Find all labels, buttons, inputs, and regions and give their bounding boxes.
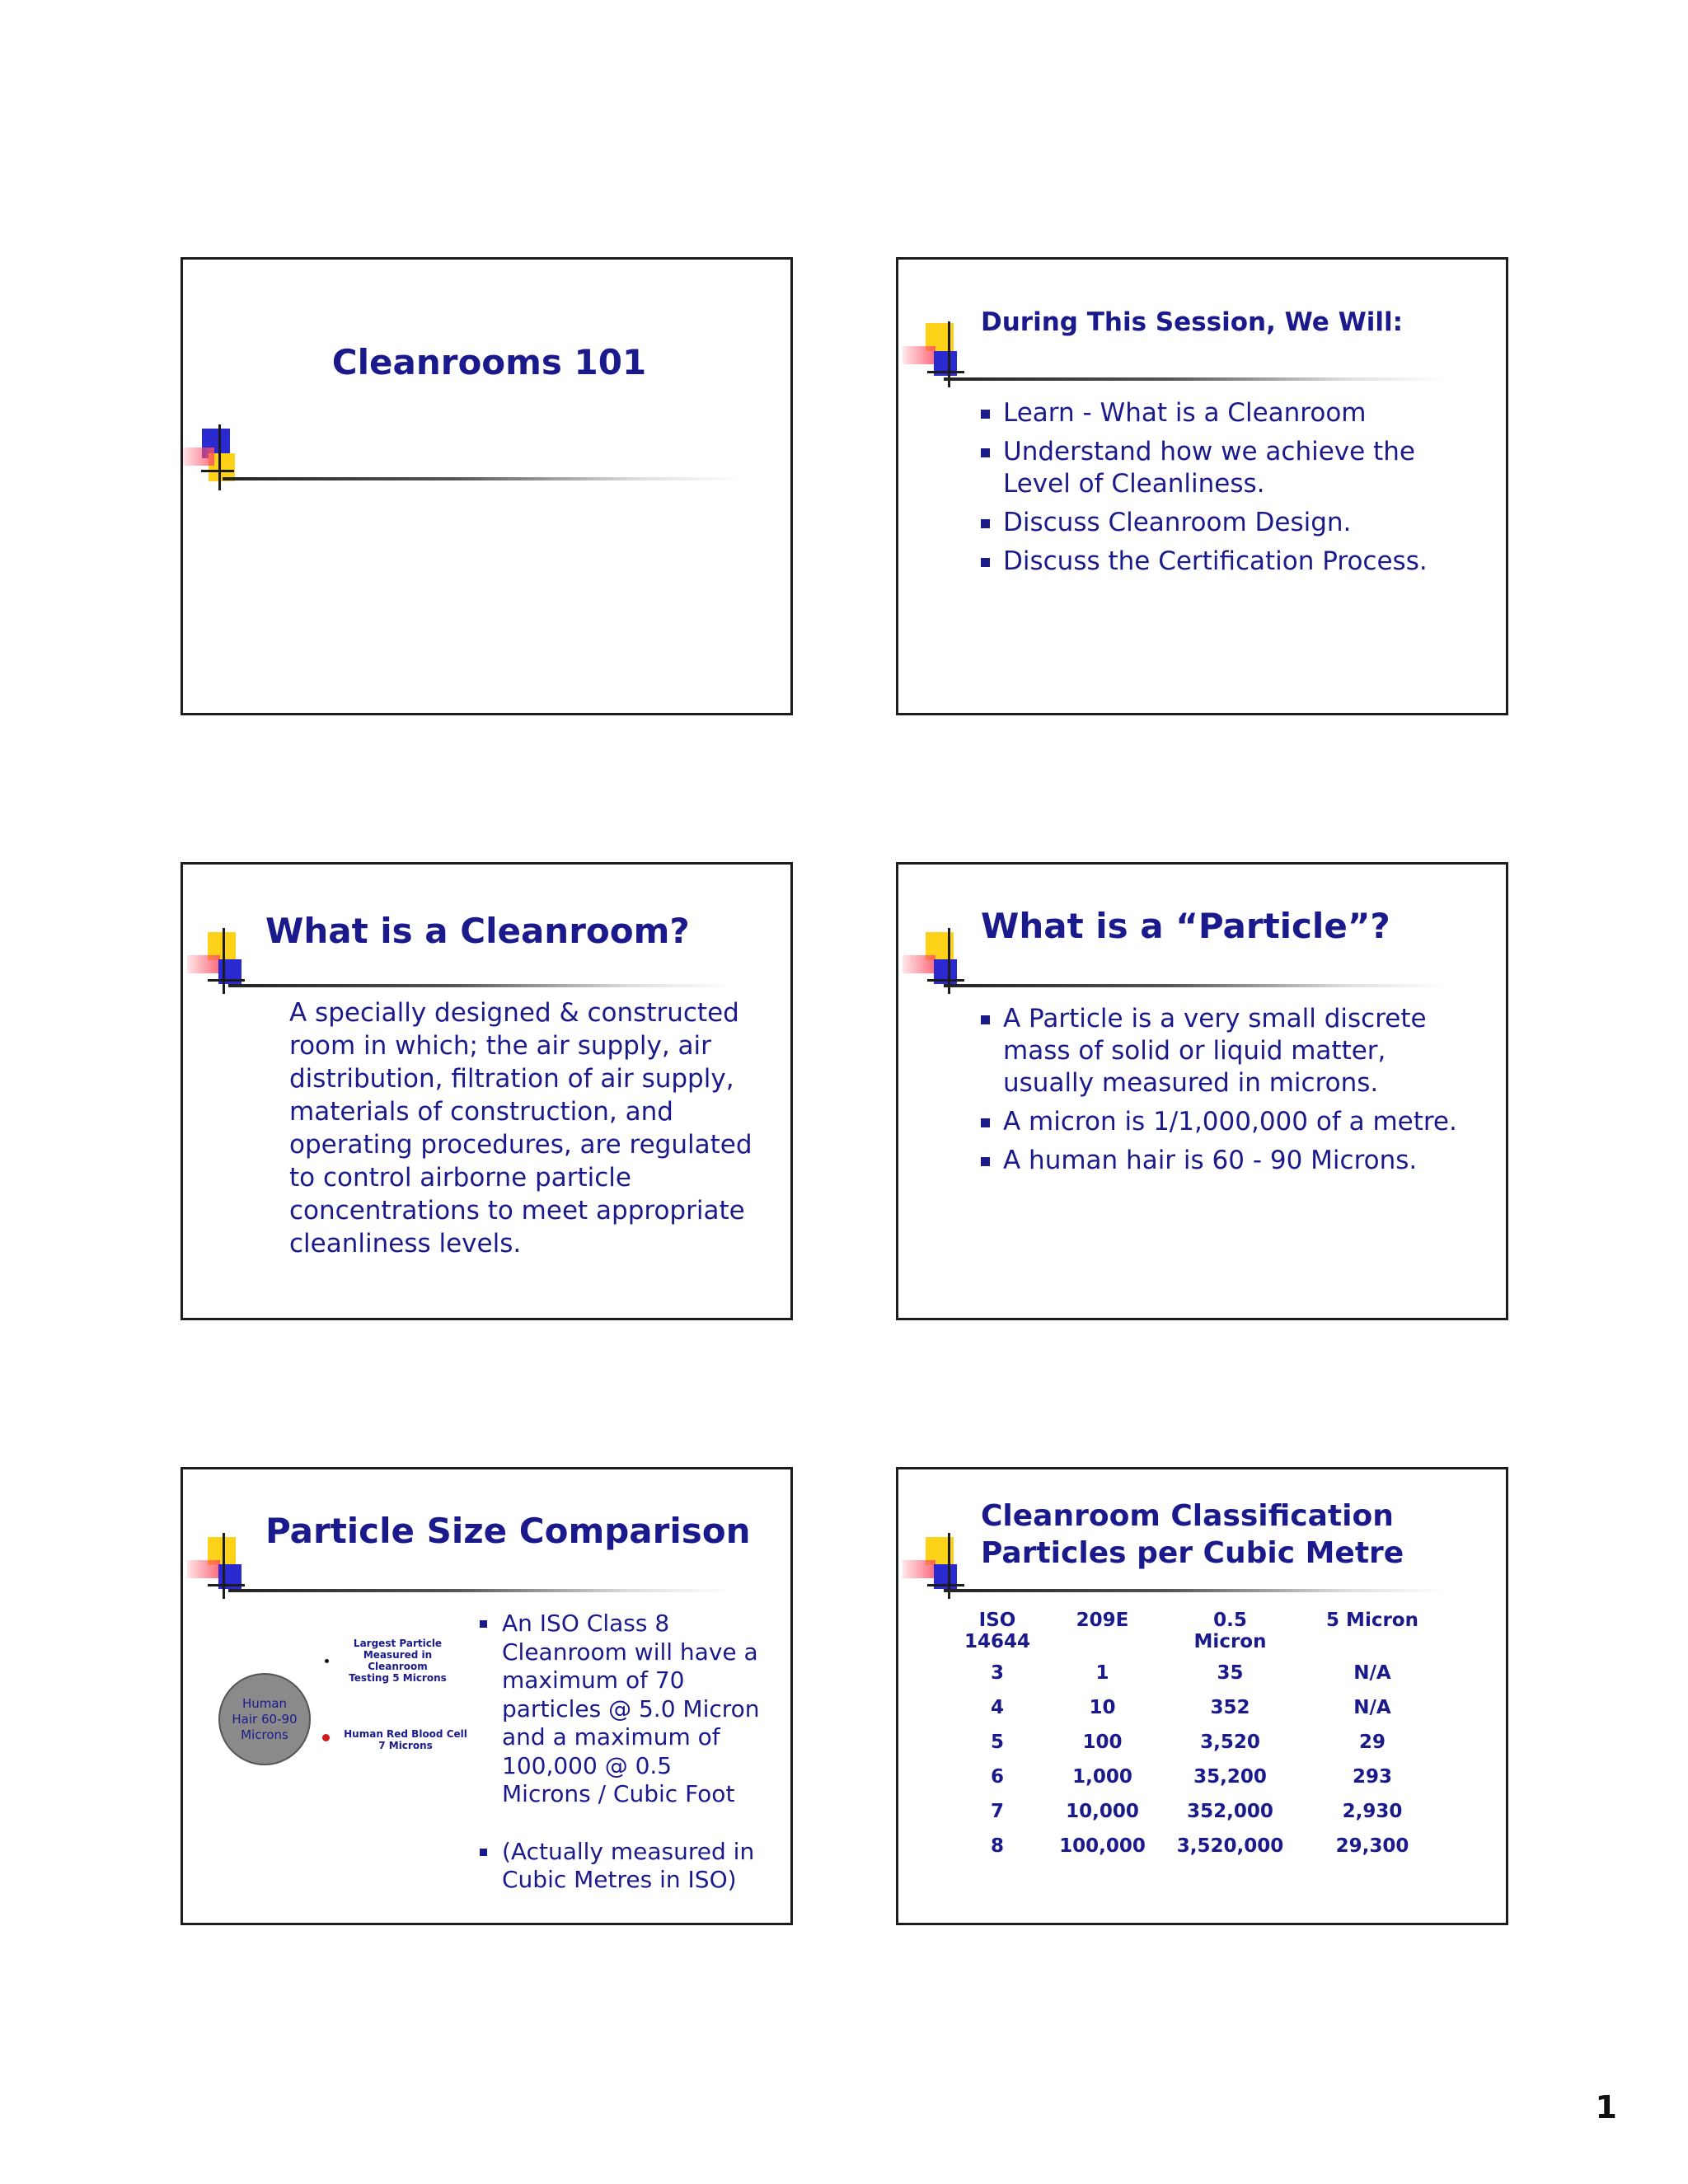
list-item: Learn - What is a Cleanroom: [981, 397, 1484, 429]
list-item: (Actually measured in Cubic Metres in ISO): [480, 1838, 760, 1895]
table-cell: 8: [991, 1835, 1005, 1857]
list-item: Discuss Cleanroom Design.: [981, 507, 1484, 539]
human-hair-circle: [218, 1673, 311, 1765]
table-cell: 293: [1353, 1766, 1393, 1788]
title-rule: [228, 984, 731, 987]
title-rule: [944, 984, 1447, 987]
title-line: Cleanroom Classification: [981, 1499, 1394, 1533]
red-blood-cell-dot: [322, 1734, 330, 1741]
table-row: [964, 1794, 1459, 1829]
title-rule: [944, 1589, 1447, 1592]
bullet-square-icon: [981, 1157, 990, 1166]
page-number: 1: [1595, 2089, 1617, 2125]
slide-cleanroom-classification: [896, 1467, 1508, 1925]
slide-title: Cleanrooms 101: [331, 342, 647, 382]
bullet-square-icon: [981, 519, 990, 528]
largest-particle-label: Largest Particle Measured in Cleanroom Testing 5 Microns: [349, 1638, 447, 1684]
bullet-list: [480, 1610, 760, 1901]
slide-title: [981, 1497, 1404, 1572]
table-cell: 352,000: [1187, 1801, 1273, 1822]
table-header-row: [964, 1610, 1459, 1656]
slide-title: Particle Size Comparison: [265, 1511, 751, 1551]
column-header: ISO 14644: [964, 1610, 1031, 1652]
classification-table: [964, 1610, 1459, 1863]
table-cell: 29: [1359, 1732, 1386, 1753]
table-cell: 6: [991, 1766, 1005, 1788]
slide-title: During This Session, We Will:: [981, 307, 1404, 337]
slide-title: What is a “Particle”?: [981, 906, 1390, 946]
slide-what-is-cleanroom: [181, 862, 793, 1320]
table-cell: 29,300: [1335, 1835, 1409, 1857]
table-row: [964, 1760, 1459, 1794]
bullet-list: [981, 1003, 1475, 1183]
column-header: 209E: [1076, 1610, 1129, 1631]
table-cell: 3,520,000: [1176, 1835, 1284, 1857]
list-item: An ISO Class 8 Cleanroom will have a maximum of 70 particles @ 5.0 Micron and a maximum of 100,000 @ 0.5 Microns / Cubic Foot: [480, 1610, 760, 1809]
slide-what-is-particle: [896, 862, 1508, 1320]
hair-label: Human Hair 60-90 Microns: [232, 1695, 298, 1742]
table-cell: 3: [991, 1662, 1005, 1684]
bullet-list: [981, 397, 1484, 584]
slide-session-agenda: [896, 257, 1508, 715]
red-blood-cell-label: Human Red Blood Cell 7 Microns: [344, 1728, 467, 1751]
list-item: A Particle is a very small discrete mass of solid or liquid matter, usually measured in microns.: [981, 1003, 1475, 1099]
slide-logo-icon: [183, 424, 249, 490]
table-cell: N/A: [1353, 1662, 1391, 1684]
table-cell: 35: [1217, 1662, 1244, 1684]
column-header: 0.5 Micron: [1193, 1610, 1267, 1652]
table-cell: 35,200: [1193, 1766, 1267, 1788]
table-row: [964, 1829, 1459, 1863]
table-cell: 1,000: [1072, 1766, 1132, 1788]
slide-particle-size-comparison: [181, 1467, 793, 1925]
list-item: A human hair is 60 - 90 Microns.: [981, 1145, 1475, 1177]
bullet-square-icon: [480, 1620, 487, 1628]
table-cell: 7: [991, 1801, 1005, 1822]
slide-cleanrooms-101: [181, 257, 793, 715]
list-item: Understand how we achieve the Level of Cleanliness.: [981, 436, 1484, 500]
table-cell: 2,930: [1342, 1801, 1403, 1822]
table-cell: 3,520: [1200, 1732, 1260, 1753]
table-cell: 352: [1210, 1697, 1250, 1718]
bullet-square-icon: [981, 448, 990, 457]
slide-title: What is a Cleanroom?: [265, 911, 690, 951]
title-rule: [228, 1589, 731, 1592]
table-cell: 10: [1089, 1697, 1116, 1718]
definition-text: A specially designed & constructed room in which; the air supply, air distribution, filtration of air supply, materials of construction, and operating procedures, are regulated to control airborne particle concentrations to meet appropriate cleanliness levels.: [289, 998, 753, 1258]
table-cell: 10,000: [1066, 1801, 1139, 1822]
table-cell: N/A: [1353, 1697, 1391, 1718]
title-rule: [223, 477, 742, 480]
column-header: 5 Micron: [1326, 1610, 1418, 1631]
bullet-square-icon: [981, 558, 990, 567]
title-line: Particles per Cubic Metre: [981, 1536, 1404, 1570]
table-cell: 1: [1095, 1662, 1109, 1684]
bullet-square-icon: [981, 1015, 990, 1024]
table-cell: 100: [1082, 1732, 1123, 1753]
table-cell: 5: [991, 1732, 1005, 1753]
list-item: Discuss the Certification Process.: [981, 546, 1484, 578]
table-row: [964, 1656, 1459, 1690]
table-cell: 4: [991, 1697, 1005, 1718]
table-row: [964, 1725, 1459, 1760]
bullet-square-icon: [981, 1118, 990, 1127]
bullet-square-icon: [981, 410, 990, 419]
title-rule: [944, 377, 1447, 381]
list-item: A micron is 1/1,000,000 of a metre.: [981, 1106, 1475, 1138]
table-row: [964, 1690, 1459, 1725]
bullet-square-icon: [480, 1849, 487, 1856]
table-cell: 100,000: [1059, 1835, 1146, 1857]
largest-particle-dot: [325, 1659, 329, 1663]
